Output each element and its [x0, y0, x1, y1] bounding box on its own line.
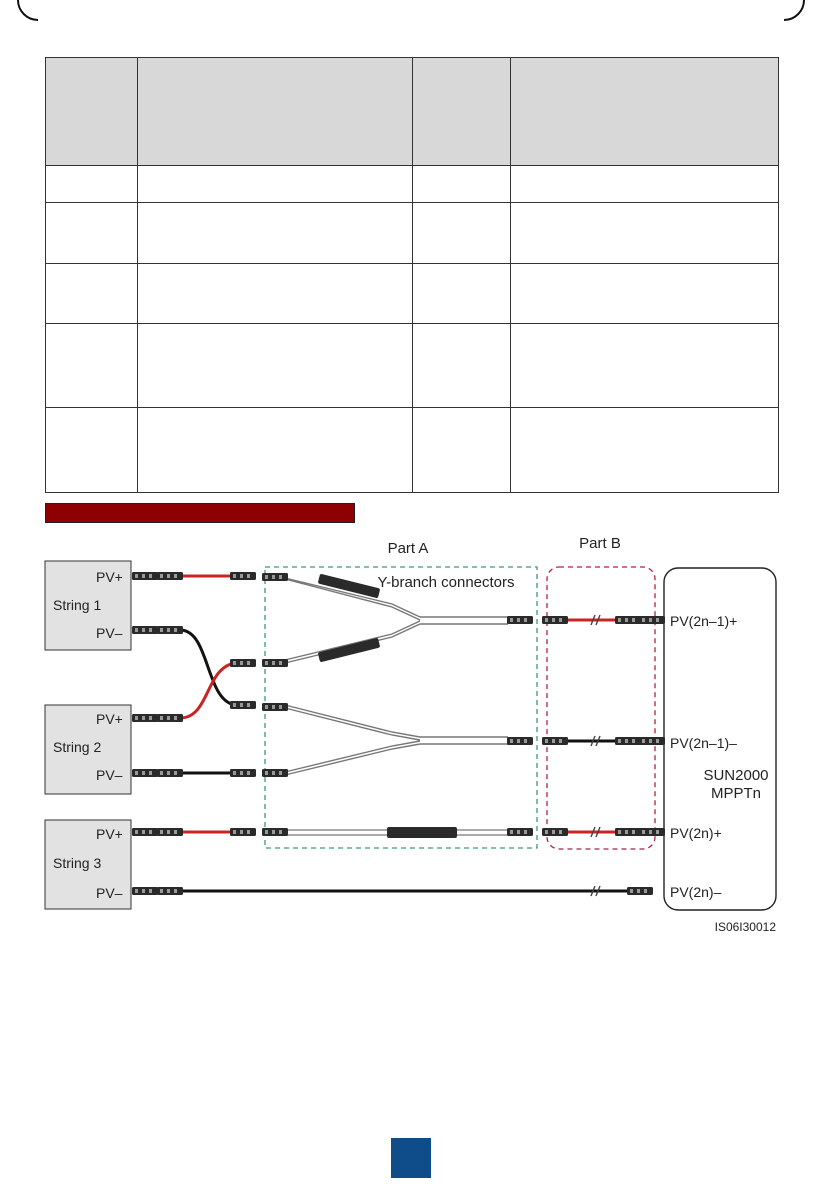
page-number-badge: [391, 1138, 431, 1178]
table-cell: [138, 324, 413, 408]
table-row: [46, 408, 779, 493]
table-row: [46, 203, 779, 264]
table-cell: [46, 203, 138, 264]
string-2-name: String 2: [53, 739, 102, 755]
terminal-label: PV(2n–1)–: [670, 735, 737, 751]
part-b-box: [547, 567, 655, 849]
table-cell: [413, 166, 511, 203]
table-header-cell: [511, 58, 779, 166]
string-2-box: [45, 705, 131, 794]
table-header-cell: [46, 58, 138, 166]
table-cell: [511, 166, 779, 203]
table-header-row: [46, 58, 779, 166]
string-3-box: [45, 820, 131, 909]
string-1-box: [45, 561, 131, 650]
table-cell: [138, 264, 413, 324]
part-a-label: Part A: [387, 540, 429, 557]
table-header-cell: [138, 58, 413, 166]
inverter-model: SUN2000: [703, 767, 769, 784]
table-cell: [46, 408, 138, 493]
spec-table: [45, 57, 779, 493]
table-cell: [413, 203, 511, 264]
terminal-label: PV(2n)–: [670, 884, 722, 900]
table-cell: [511, 203, 779, 264]
table-cell: [138, 166, 413, 203]
table-cell: [46, 166, 138, 203]
terminal-label: PV(2n)+: [670, 825, 722, 841]
table-row: [46, 324, 779, 408]
table-cell: [413, 408, 511, 493]
table-row: [46, 166, 779, 203]
cable-string2-positive: [180, 663, 235, 718]
string-1-name: String 1: [53, 597, 102, 613]
string-2-pos-label: PV+: [96, 711, 123, 727]
string-3-name: String 3: [53, 855, 102, 871]
string-1-pos-label: PV+: [96, 569, 123, 585]
corner-mark-left: [18, 0, 38, 20]
table-header-cell: [413, 58, 511, 166]
table-cell: [511, 324, 779, 408]
figure-id: IS06I30012: [714, 920, 776, 934]
table-cell: [511, 408, 779, 493]
table-cell: [46, 264, 138, 324]
table-cell: [511, 264, 779, 324]
table-row: [46, 264, 779, 324]
string-3-neg-label: PV–: [96, 885, 123, 901]
fold-marks: [0, 0, 822, 60]
section-banner: [45, 503, 355, 523]
part-b-label: Part B: [579, 535, 621, 552]
fuse-holder: [387, 827, 457, 838]
y-branch-label: Y-branch connectors: [377, 574, 515, 591]
table-cell: [46, 324, 138, 408]
part-a-box: [265, 567, 537, 848]
inverter-mppt: MPPTn: [710, 785, 762, 802]
y-branch-negative: [285, 705, 508, 775]
table-cell: [138, 203, 413, 264]
table-cell: [413, 264, 511, 324]
corner-mark-right: [784, 0, 804, 20]
table-cell: [138, 408, 413, 493]
inverter-box: [664, 568, 776, 910]
y-branch-wiring-diagram: [0, 530, 822, 940]
table-cell: [413, 324, 511, 408]
string-3-pos-label: PV+: [96, 826, 123, 842]
string-2-neg-label: PV–: [96, 767, 123, 783]
terminal-label: PV(2n–1)+: [670, 613, 738, 629]
string-1-neg-label: PV–: [96, 625, 123, 641]
